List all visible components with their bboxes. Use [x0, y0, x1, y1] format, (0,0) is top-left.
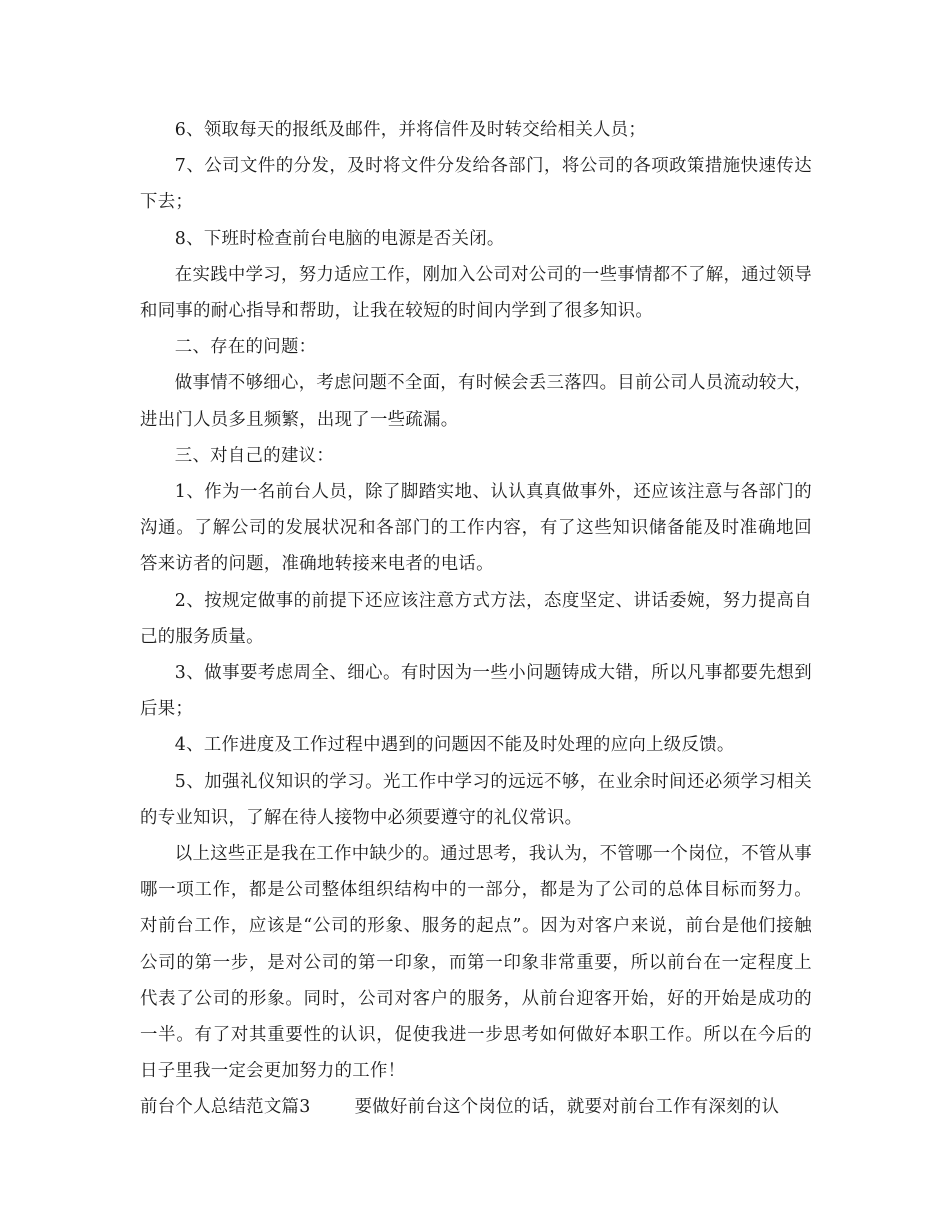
- paragraph-conclusion: 以上这些正是我在工作中缺少的。通过思考，我认为，不管哪一个岗位，不管从事哪一项工作，都是公司整体组织结构中的一部分，都是为了公司的总体目标而努力。对前台工作，应该是“公司的形象、服务的起点”。因为对客户来说，前台是他们接触公司的第一步，是对公司的第一印象，而第一印象非常重要，所以前台在一定程度上代表了公司的形象。同时，公司对客户的服务，从前台迎客开始，好的开始是成功的一半。有了对其重要性的认识，促使我进一步思考如何做好本职工作。所以在今后的日子里我一定会更加努力的工作！: [140, 844, 812, 1082]
- paragraph-suggestion-4: 4、工作进度及工作过程中遇到的问题因不能及时处理的应向上级反馈。: [174, 735, 735, 756]
- section-title: 前台个人总结范文篇3: [140, 1097, 311, 1118]
- paragraph-duty-6: 6、领取每天的报纸及邮件，并将信件及时转交给相关人员；: [174, 120, 647, 140]
- heading-self-suggestions: 三、对自己的建议：: [174, 445, 335, 466]
- paragraph-suggestion-5: 5、加强礼仪知识的学习。光工作中学习的远远不够，在业余时间还必须学习相关的专业知识，了解在待人接物中必须要遵守的礼仪常识。: [140, 771, 812, 828]
- section-intro: 要做好前台这个岗位的话，就要对前台工作有深刻的认: [354, 1097, 780, 1118]
- section-3-line: [140, 1089, 812, 1125]
- paragraph-suggestion-2: 2、按规定做事的前提下还应该注意方式方法，态度坚定、讲话委婉，努力提高自己的服务质量。: [140, 590, 812, 647]
- paragraph-problems: 做事情不够细心，考虑问题不全面，有时候会丢三落四。目前公司人员流动较大，进出门人员多且频繁，出现了一些疏漏。: [140, 373, 812, 430]
- paragraph-duty-8: 8、下班时检查前台电脑的电源是否关闭。: [174, 228, 505, 249]
- heading-existing-problems: 二、存在的问题：: [174, 337, 317, 358]
- document-body: [140, 112, 812, 1126]
- paragraph-duty-7: 7、公司文件的分发，及时将文件分发给各部门，将公司的各项政策措施快速传达下去；: [140, 156, 812, 213]
- paragraph-suggestion-1: 1、作为一名前台人员，除了脚踏实地、认认真真做事外，还应该注意与各部门的沟通。了解公司的发展状况和各部门的工作内容，有了这些知识储备能及时准确地回答来访者的问题，准确地转接来电者的电话。: [140, 482, 812, 575]
- paragraph-practice-learning: 在实践中学习，努力适应工作，刚加入公司对公司的一些事情都不了解，通过领导和同事的耐心指导和帮助，让我在较短的时间内学到了很多知识。: [140, 264, 812, 322]
- paragraph-suggestion-3: 3、做事要考虑周全、细心。有时因为一些小问题铸成大错，所以凡事都要先想到后果；: [140, 663, 812, 720]
